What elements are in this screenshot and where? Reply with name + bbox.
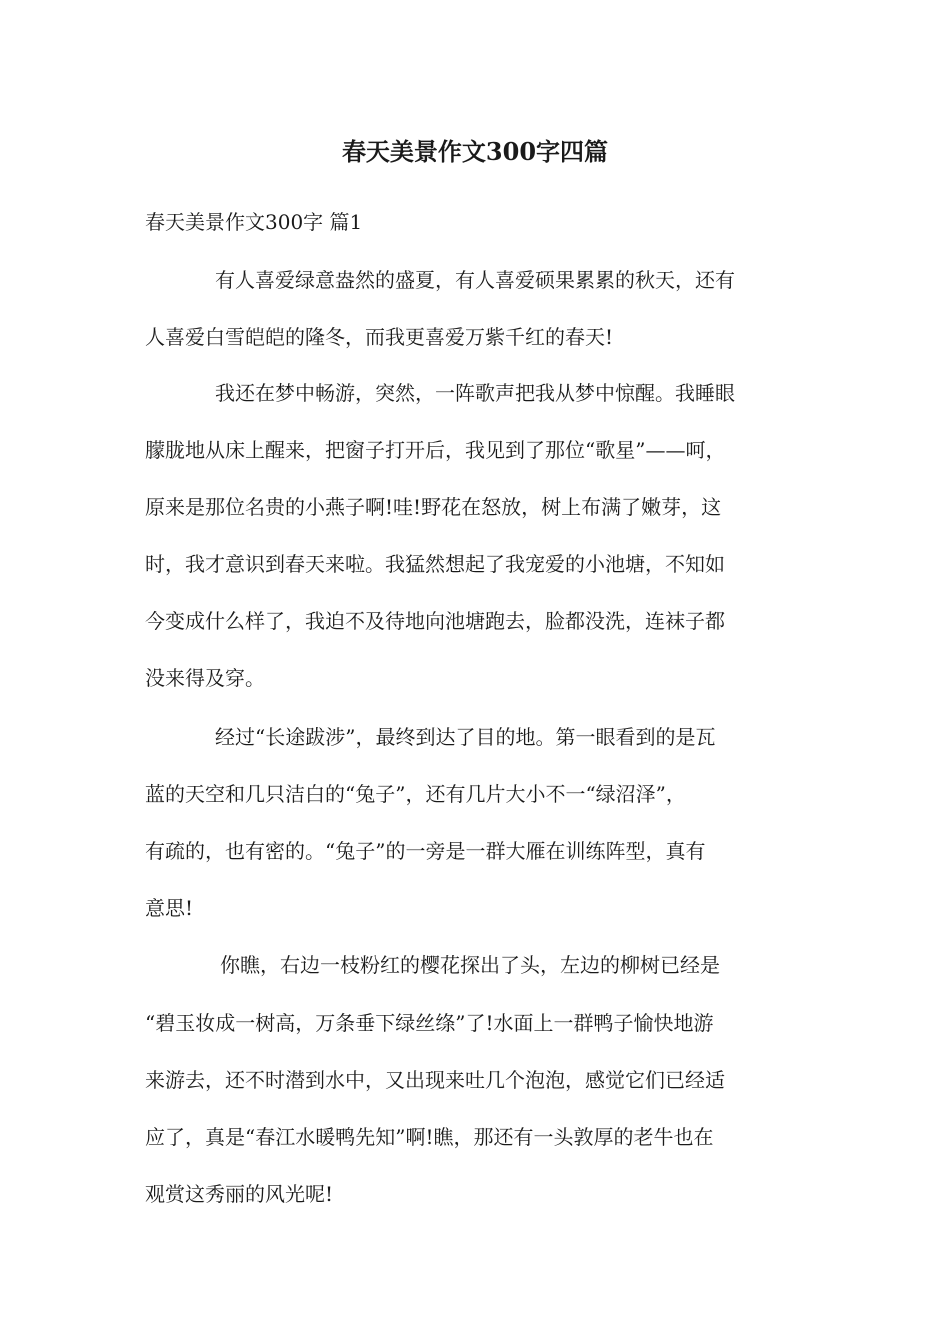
paragraph-line: 应了，真是“春江水暖鸭先知”啊!瞧，那还有一头敦厚的老牛也在 (145, 1125, 714, 1149)
paragraph-line: 原来是那位名贵的小燕子啊!哇!野花在怒放，树上布满了嫩芽，这 (145, 495, 722, 519)
paragraph-line: 时，我才意识到春天来啦。我猛然想起了我宠爱的小池塘，不知如 (145, 552, 725, 576)
section-heading: 春天美景作文300字 篇1 (145, 210, 363, 234)
paragraph-line: 蓝的天空和几只洁白的“兔子”，还有几片大小不一“绿沼泽”， (145, 782, 686, 806)
paragraph-line: 你瞧，右边一枝粉红的樱花探出了头，左边的柳树已经是 (220, 953, 720, 977)
paragraph-line: 人喜爱白雪皑皑的隆冬，而我更喜爱万紫千红的春天! (145, 325, 614, 349)
paragraph-line: 经过“长途跋涉”，最终到达了目的地。第一眼看到的是瓦 (215, 725, 716, 749)
paragraph-line: 有人喜爱绿意盎然的盛夏，有人喜爱硕果累累的秋天，还有 (215, 268, 735, 292)
paragraph-line: 观赏这秀丽的风光呢! (145, 1182, 334, 1206)
paragraph-line: 朦胧地从床上醒来，把窗子打开后，我见到了那位“歌星”——呵， (145, 438, 726, 462)
paragraph-line: 意思! (145, 896, 194, 920)
paragraph-line: 没来得及穿。 (145, 666, 265, 690)
paragraph-line: “碧玉妆成一树高，万条垂下绿丝绦”了!水面上一群鸭子愉快地游 (145, 1011, 714, 1035)
paragraph-line: 我还在梦中畅游，突然，一阵歌声把我从梦中惊醒。我睡眼 (215, 381, 735, 405)
paragraph-line: 今变成什么样了，我迫不及待地向池塘跑去，脸都没洗，连袜子都 (145, 609, 725, 633)
document-title: 春天美景作文300字四篇 (341, 137, 609, 166)
paragraph-line: 来游去，还不时潜到水中，又出现来吐几个泡泡，感觉它们已经适 (145, 1068, 725, 1092)
paragraph-line: 有疏的，也有密的。“兔子”的一旁是一群大雁在训练阵型，真有 (145, 839, 706, 863)
